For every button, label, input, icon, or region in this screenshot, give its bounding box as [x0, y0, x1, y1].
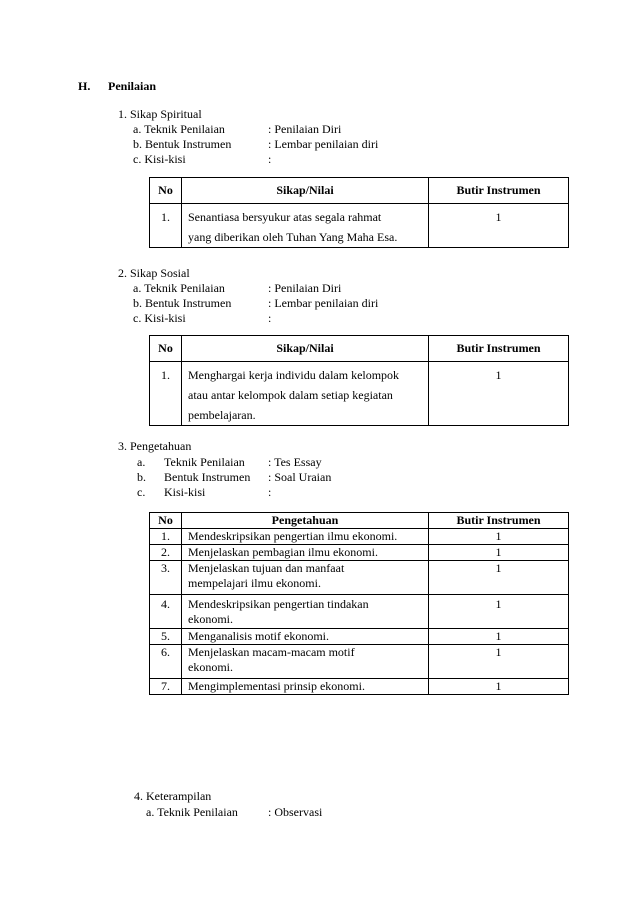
s3-row2-no: 2.: [150, 545, 182, 561]
section-letter: H.: [78, 79, 91, 93]
s3-val-b: : Soal Uraian: [268, 470, 332, 484]
s2-key-b: b. Bentuk Instrumen: [133, 296, 232, 310]
s3-row5-butir: 1: [429, 629, 569, 645]
table-row: [150, 679, 569, 695]
s3-row5-no: 5.: [150, 629, 182, 645]
s1-val-a: : Penilaian Diri: [268, 122, 342, 136]
table-row: [150, 362, 569, 426]
s2-heading: 2. Sikap Sosial: [118, 266, 190, 280]
s3-th-no: No: [150, 513, 182, 529]
s3-letter-a: a.: [137, 455, 146, 469]
s3-row2-butir: 1: [429, 545, 569, 561]
s2-cell-sikap: Menghargai kerja individu dalam kelompok atau antar kelompok dalam setiap kegiatan pembelajaran.: [182, 362, 429, 426]
table-row: [150, 561, 569, 595]
s3-row6-no: 6.: [150, 645, 182, 679]
s1-key-a: a. Teknik Penilaian: [133, 122, 225, 136]
s2-cell-butir: 1: [429, 362, 569, 426]
s3-row7-butir: 1: [429, 679, 569, 695]
s2-val-b: : Lembar penilaian diri: [268, 296, 379, 310]
s1-cell-no: 1.: [150, 204, 182, 248]
s3-th-butir: Butir Instrumen: [429, 513, 569, 529]
table-row: [150, 645, 569, 679]
s3-row3-no: 3.: [150, 561, 182, 595]
s3-row4-text: Mendeskripsikan pengertian tindakan ekonomi.: [182, 595, 429, 629]
s3-row2-text: Menjelaskan pembagian ilmu ekonomi.: [182, 545, 429, 561]
s1-th-no: No: [150, 178, 182, 204]
s3-key-c: Kisi-kisi: [164, 485, 206, 499]
s4-val-a: : Observasi: [268, 805, 323, 819]
s3-row6-butir: 1: [429, 645, 569, 679]
s3-row1-butir: 1: [429, 529, 569, 545]
s1-cell-butir: 1: [429, 204, 569, 248]
s3-row7-no: 7.: [150, 679, 182, 695]
s2-key-a: a. Teknik Penilaian: [133, 281, 225, 295]
table-row: [150, 545, 569, 561]
s3-val-c: :: [268, 485, 272, 499]
section-title: Penilaian: [108, 79, 157, 93]
s1-cell-sikap: Senantiasa bersyukur atas segala rahmat yang diberikan oleh Tuhan Yang Maha Esa.: [182, 204, 429, 248]
s3-row1-no: 1.: [150, 529, 182, 545]
s2-key-c: c. Kisi-kisi: [133, 311, 186, 325]
s2-th-butir: Butir Instrumen: [429, 336, 569, 362]
s1-th-butir: Butir Instrumen: [429, 178, 569, 204]
s3-row6-text: Menjelaskan macam-macam motif ekonomi.: [182, 645, 429, 679]
s2-table: [149, 335, 569, 426]
s1-table: [149, 177, 569, 248]
s3-row5-text: Menganalisis motif ekonomi.: [182, 629, 429, 645]
table-row: [150, 629, 569, 645]
s3-row3-text: Menjelaskan tujuan dan manfaat mempelajari ilmu ekonomi.: [182, 561, 429, 595]
s4-key-a: a. Teknik Penilaian: [146, 805, 238, 819]
s3-row4-butir: 1: [429, 595, 569, 629]
s1-key-b: b. Bentuk Instrumen: [133, 137, 232, 151]
s3-th-pengetahuan: Pengetahuan: [182, 513, 429, 529]
s3-letter-b: b.: [137, 470, 146, 484]
s3-table: [149, 512, 569, 695]
table-row: [150, 204, 569, 248]
s3-heading: 3. Pengetahuan: [118, 439, 192, 453]
s1-heading: 1. Sikap Spiritual: [118, 107, 202, 121]
table-row: [150, 595, 569, 629]
s2-th-no: No: [150, 336, 182, 362]
s3-row3-butir: 1: [429, 561, 569, 595]
s3-key-a: Teknik Penilaian: [164, 455, 245, 469]
s1-key-c: c. Kisi-kisi: [133, 152, 186, 166]
s1-th-sikap: Sikap/Nilai: [182, 178, 429, 204]
s3-row1-text: Mendeskripsikan pengertian ilmu ekonomi.: [182, 529, 429, 545]
s1-val-c: :: [268, 152, 272, 166]
s2-th-sikap: Sikap/Nilai: [182, 336, 429, 362]
s4-heading: 4. Keterampilan: [134, 789, 212, 803]
s3-val-a: : Tes Essay: [268, 455, 322, 469]
s2-val-a: : Penilaian Diri: [268, 281, 342, 295]
s1-val-b: : Lembar penilaian diri: [268, 137, 379, 151]
s3-row4-no: 4.: [150, 595, 182, 629]
s3-row7-text: Mengimplementasi prinsip ekonomi.: [182, 679, 429, 695]
s2-cell-no: 1.: [150, 362, 182, 426]
s3-key-b: Bentuk Instrumen: [164, 470, 251, 484]
table-row: [150, 529, 569, 545]
s2-val-c: :: [268, 311, 272, 325]
s3-letter-c: c.: [137, 485, 146, 499]
